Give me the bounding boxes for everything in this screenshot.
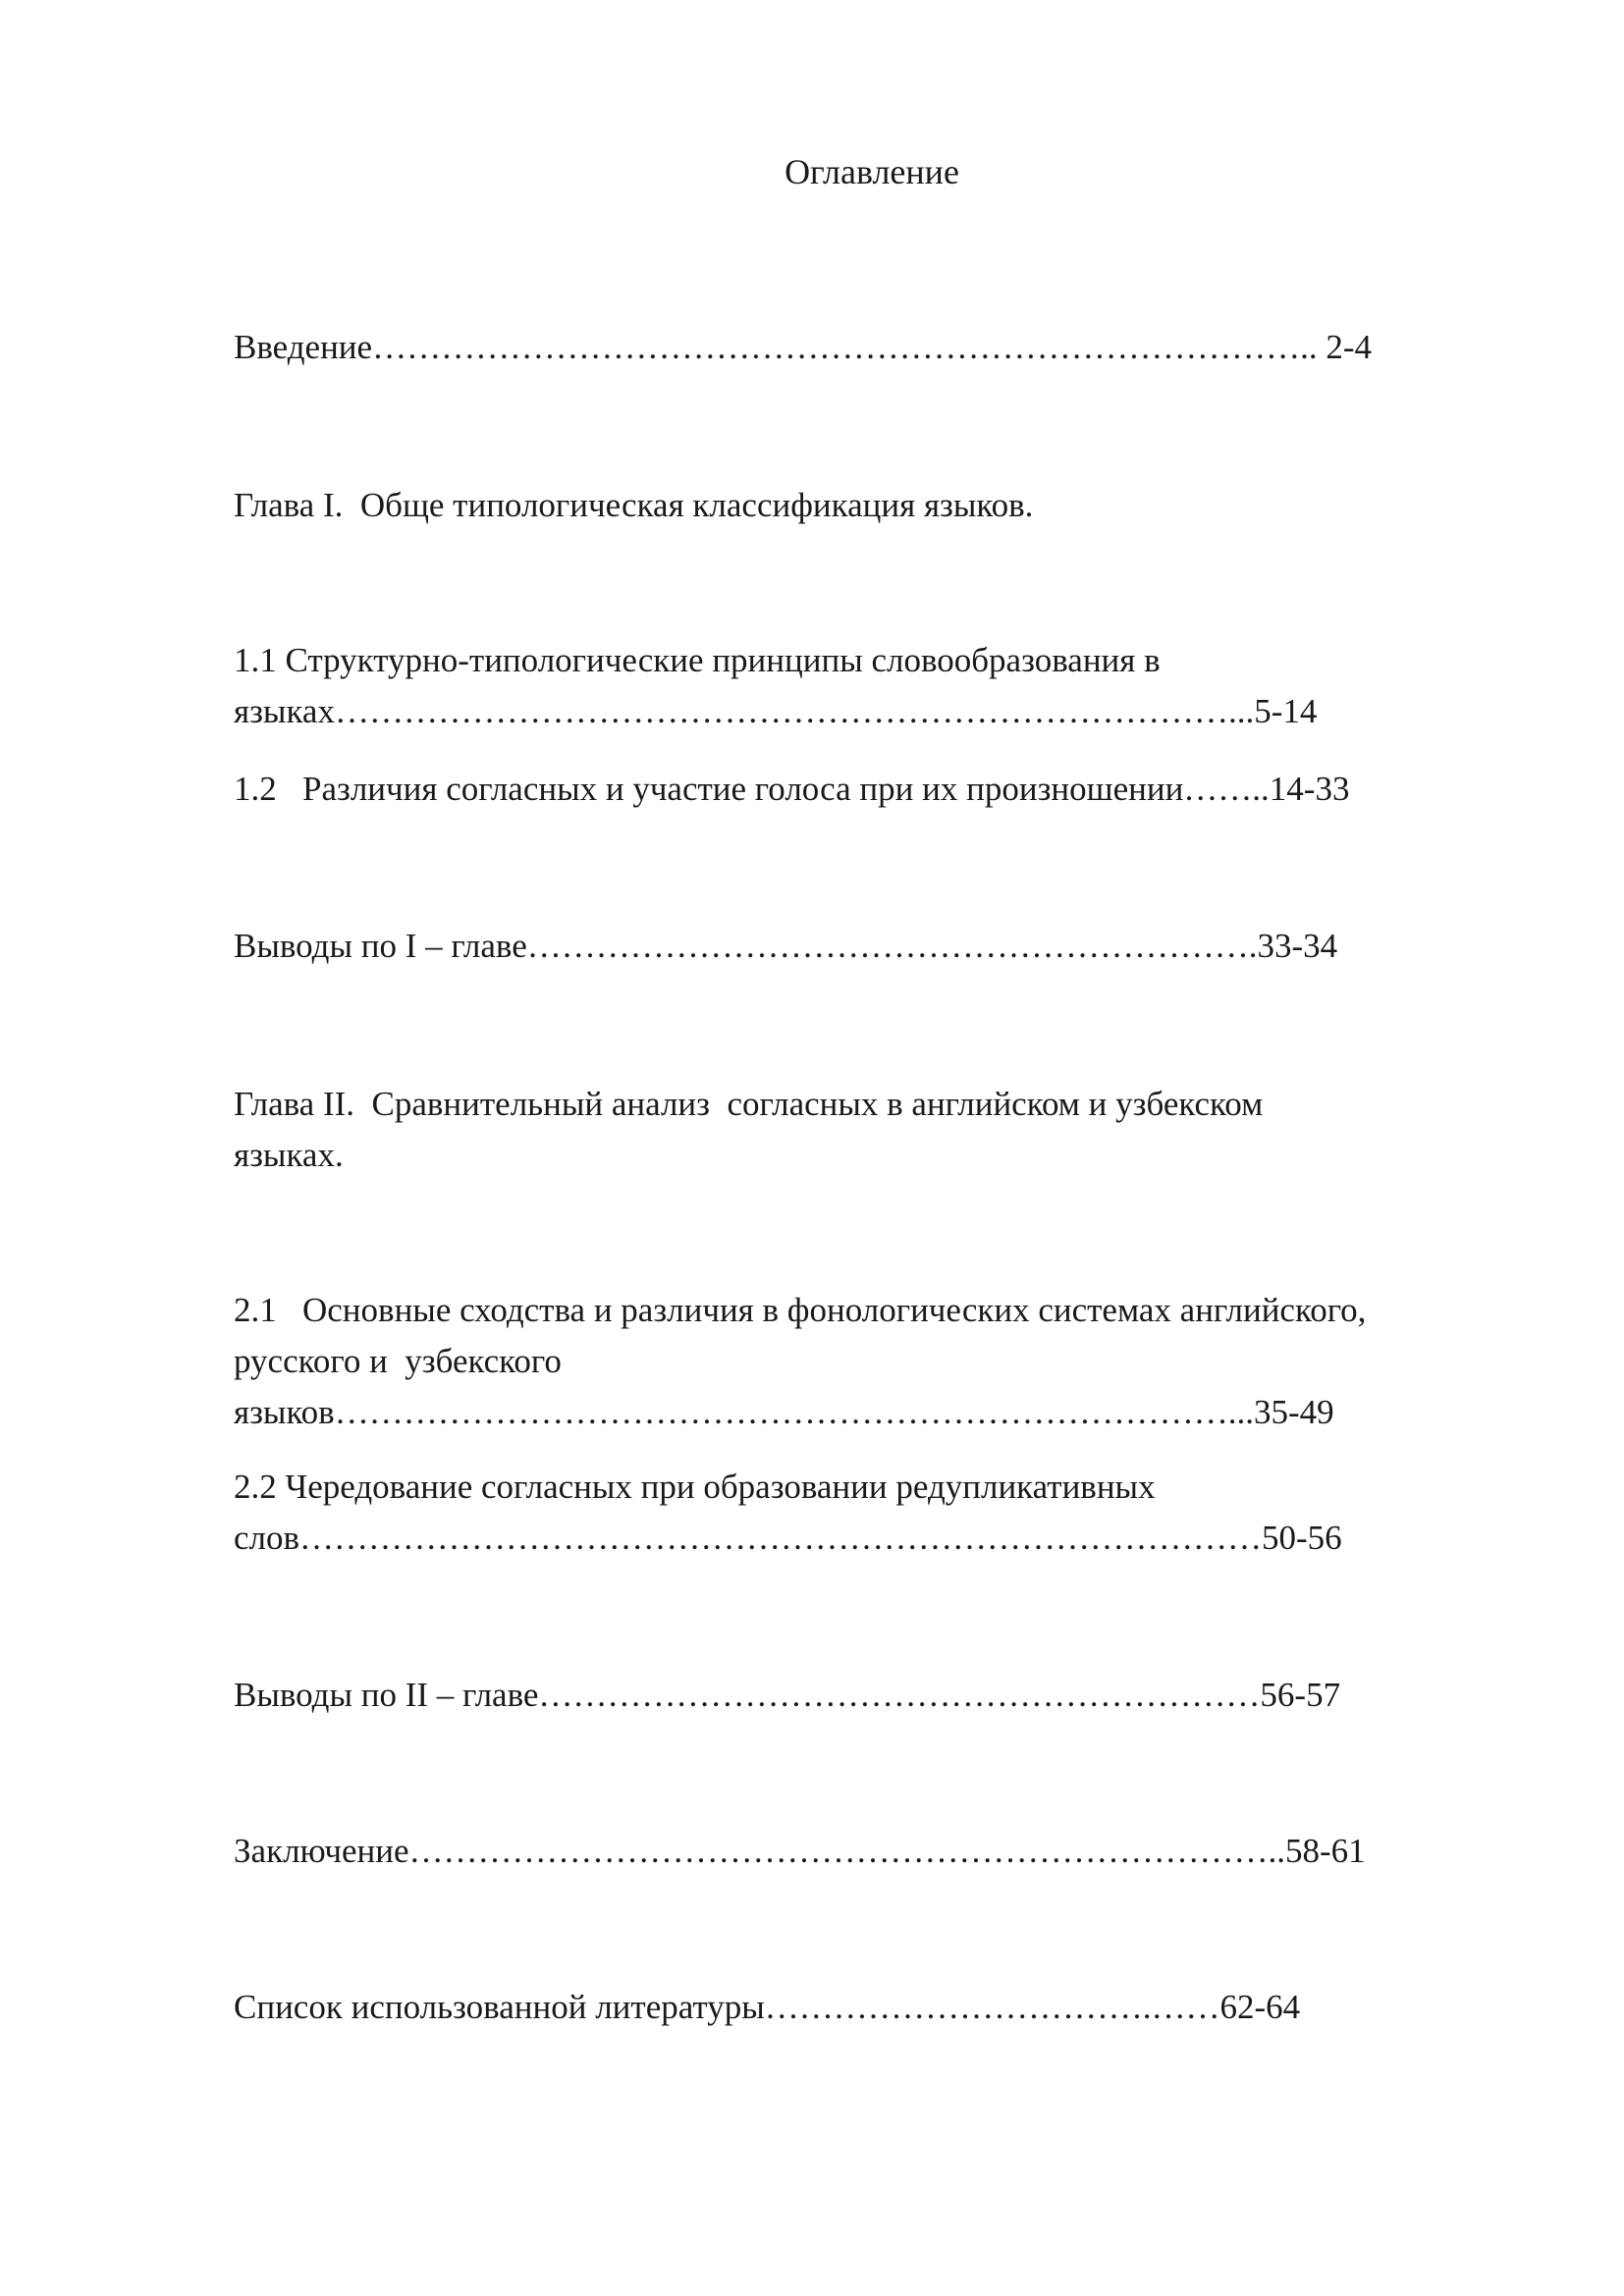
toc-entry-section-2-2-line2: слов…………………………………………………………………………50-56 bbox=[234, 1519, 1342, 1557]
toc-entry-chapter-2-line1: Глава II. Сравнительный анализ согласных в английском и узбекском bbox=[234, 1085, 1264, 1123]
toc-entry-section-1-1-line2: языках……………………………………………………………………...5-14 bbox=[234, 692, 1318, 730]
toc-entry-chapter-2-conclusions: Выводы по II – главе………………………………………………………56-57 bbox=[234, 1676, 1341, 1714]
page-title: Оглавление bbox=[785, 152, 959, 191]
toc-entry-conclusion: Заключение…………………………………………………………………..58-61 bbox=[234, 1832, 1366, 1870]
toc-entry-chapter-1: Глава I. Обще типологическая классификация языков. bbox=[234, 486, 1034, 524]
toc-entry-introduction: Введение……………………………………………………………………….. 2-4 bbox=[234, 328, 1372, 366]
toc-entry-section-2-2-line1: 2.2 Чередование согласных при образовании редупликативных bbox=[234, 1468, 1156, 1506]
toc-entry-section-2-1-line1: 2.1 Основные сходства и различия в фонологических системах английского, bbox=[234, 1291, 1367, 1329]
toc-entry-section-2-1-line2: русского и узбекского bbox=[234, 1342, 562, 1380]
toc-entry-section-1-1-line1: 1.1 Структурно-типологические принципы словообразования в bbox=[234, 641, 1161, 679]
toc-entry-section-1-2: 1.2 Различия согласных и участие голоса при их произношении……..14-33 bbox=[234, 770, 1350, 808]
toc-entry-references: Список использованной литературы…………………………….……62-64 bbox=[234, 1988, 1301, 2026]
toc-entry-chapter-2-line2: языках. bbox=[234, 1136, 344, 1174]
toc-entry-section-2-1-line3: языков……………………………………………………………………...35-49 bbox=[234, 1393, 1334, 1431]
toc-entry-chapter-1-conclusions: Выводы по I – главе……………………………………………………….33-34 bbox=[234, 927, 1338, 965]
